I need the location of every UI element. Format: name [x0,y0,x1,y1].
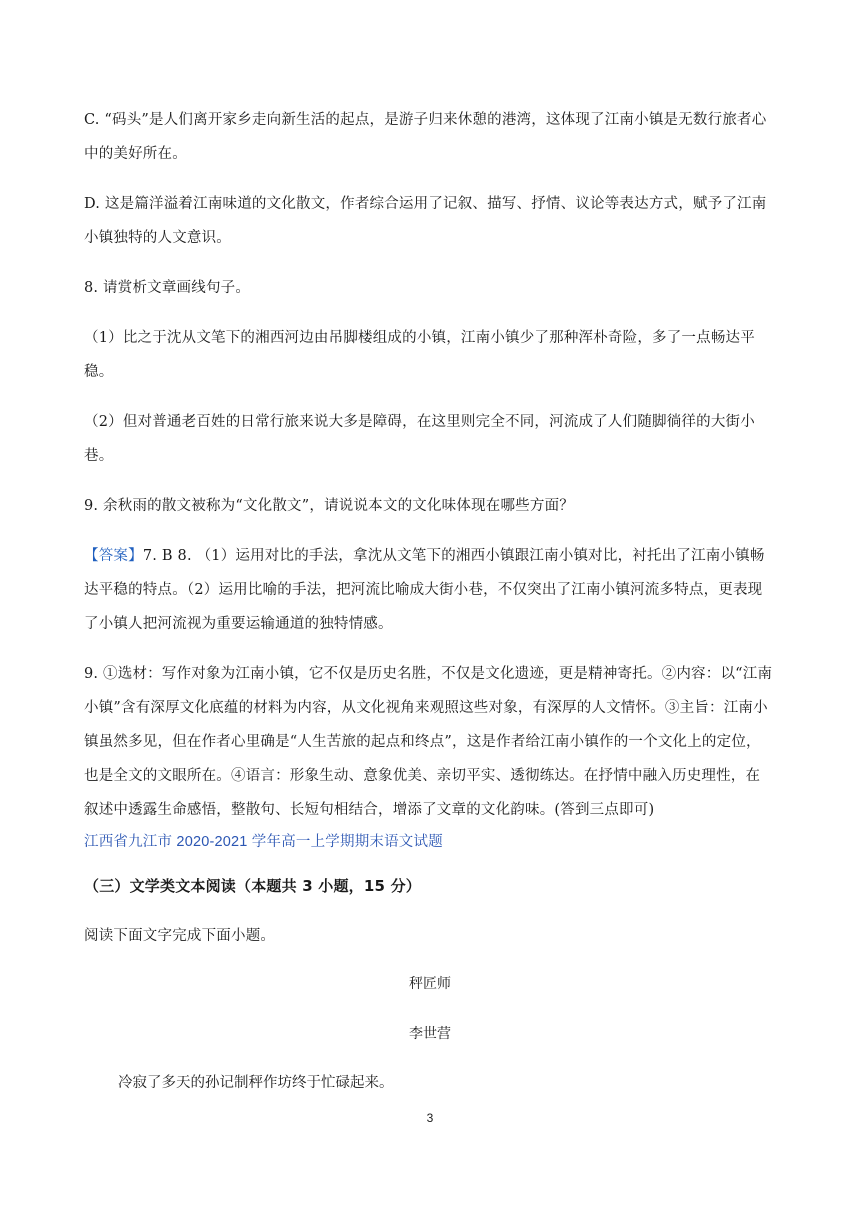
question-8-item-1: （1）比之于沈从文笔下的湘西河边由吊脚楼组成的小镇，江南小镇少了那种浑朴奇险，多了一点畅达平稳。 [84,330,755,380]
page-number: 3 [426,1111,434,1125]
question-8-item-2: （2）但对普通老百姓的日常行旅来说大多是障碍，在这里则完全不同，河流成了人们随脚徜徉的大街小巷。 [84,414,755,464]
answer-block [84,539,774,641]
question-8-prompt: 8. 请赏析文章画线句子。 [84,280,251,296]
instruction: 阅读下面文字完成下面小题。 [84,928,276,944]
answer-tag: 【答案】 [84,548,143,564]
source-link[interactable]: 江西省九江市 2020-2021 学年高一上学期期末语文试题 [84,834,443,850]
section-title: （三）文学类文本阅读（本题共 3 小题，15 分） [84,877,421,895]
answer-text: 7. B 8. （1）运用对比的手法，拿沈从文笔下的湘西小镇跟江南小镇对比，衬托出了江南小镇畅达平稳的特点。（2）运用比喻的手法，把河流比喻成大街小巷，不仅突出了江南小镇河流多特点，更表现了小镇人把河流视为重要运输通道的独特情感。 [84,548,765,632]
option-d: D. 这是篇洋溢着江南味道的文化散文，作者综合运用了记叙、描写、抒情、议论等表达方式，赋予了江南小镇独特的人文意识。 [84,196,767,246]
story-author: 李世营 [409,1026,451,1042]
question-9-prompt: 9. 余秋雨的散文被称为“文化散文”，请说说本文的文化味体现在哪些方面？ [84,498,574,514]
option-c: C. “码头”是人们离开家乡走向新生活的起点，是游子归来休憩的港湾，这体现了江南小镇是无数行旅者心中的美好所在。 [84,112,767,162]
story-first-line: 冷寂了多天的孙记制秤作坊终于忙碌起来。 [118,1075,394,1091]
story-title: 秤匠师 [409,976,451,992]
answer-question-9: 9. ①选材：写作对象为江南小镇，它不仅是历史名胜，不仅是文化遗迹，更是精神寄托。②内容：以“江南小镇”含有深厚文化底蕴的材料为内容，从文化视角来观照这些对象，有深厚的人文情怀。③主旨：江南小镇虽然多见，但在作者心里确是“人生苦旅的起点和终点”，这是作者给江南小镇作的一个文化上的定位，也是全文的文眼所在。④语言：形象生动、意象优美、亲切平实、透彻练达。在抒情中融入历史理性，在叙述中透露生命感悟，整散句、长短句相结合，增添了文章的文化韵味。(答到三点即可) [84,666,773,818]
